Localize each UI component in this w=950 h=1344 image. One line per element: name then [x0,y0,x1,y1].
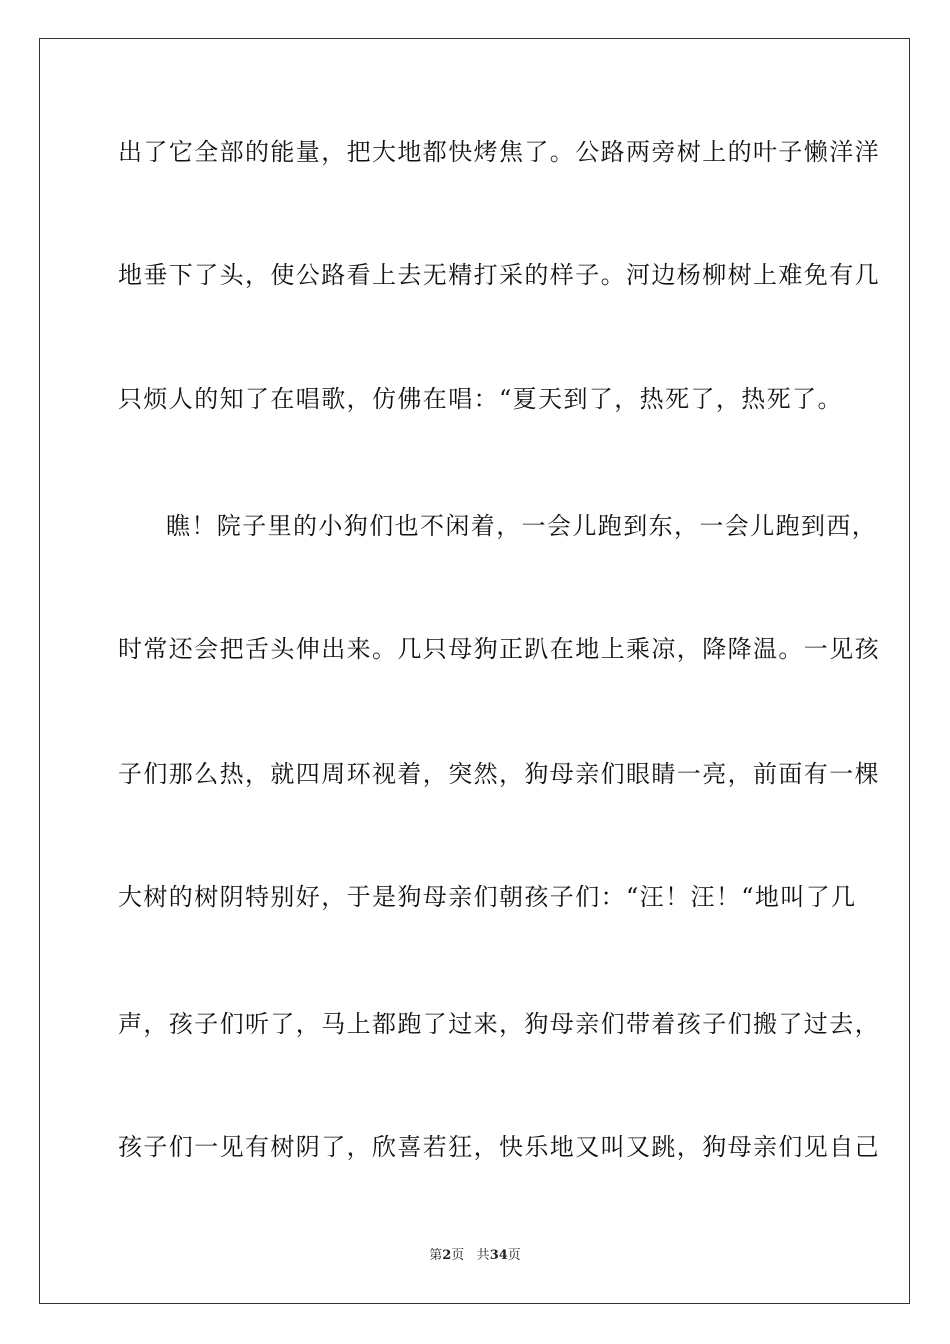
footer-total-suffix: 页 [507,1248,521,1263]
footer-page-prefix: 第 [429,1248,443,1263]
text-line-7: 大树的树阴特别好，于是狗母亲们朝孩子们：“汪！汪！“地叫了几 [118,883,857,911]
text-line-9: 孩子们一见有树阴了，欣喜若狂，快乐地又叫又跳，狗母亲们见自己 [118,1133,880,1161]
footer-total-pages: 34 [489,1248,508,1263]
page-footer [0,1247,950,1265]
page-border [39,38,910,1304]
text-line-4-paragraph-start: 瞧！院子里的小狗们也不闲着，一会儿跑到东，一会儿跑到西， [166,512,878,540]
text-line-6: 子们那么热，就四周环视着，突然，狗母亲们眼睛一亮，前面有一棵 [118,760,880,788]
text-line-8: 声，孩子们听了，马上都跑了过来，狗母亲们带着孩子们搬了过去， [118,1010,880,1038]
text-line-3: 只烦人的知了在唱歌，仿佛在唱：“夏天到了，热死了，热死了。 [118,385,843,413]
text-line-1: 出了它全部的能量，把大地都快烤焦了。公路两旁树上的叶子懒洋洋 [118,138,880,166]
text-line-2: 地垂下了头，使公路看上去无精打采的样子。河边杨柳树上难免有几 [118,261,880,289]
footer-page-number: 2 [442,1248,452,1263]
footer-page-suffix: 页 [451,1248,465,1263]
text-line-5: 时常还会把舌头伸出来。几只母狗正趴在地上乘凉，降降温。一见孩 [118,635,880,663]
footer-total-prefix: 共 [476,1248,490,1263]
